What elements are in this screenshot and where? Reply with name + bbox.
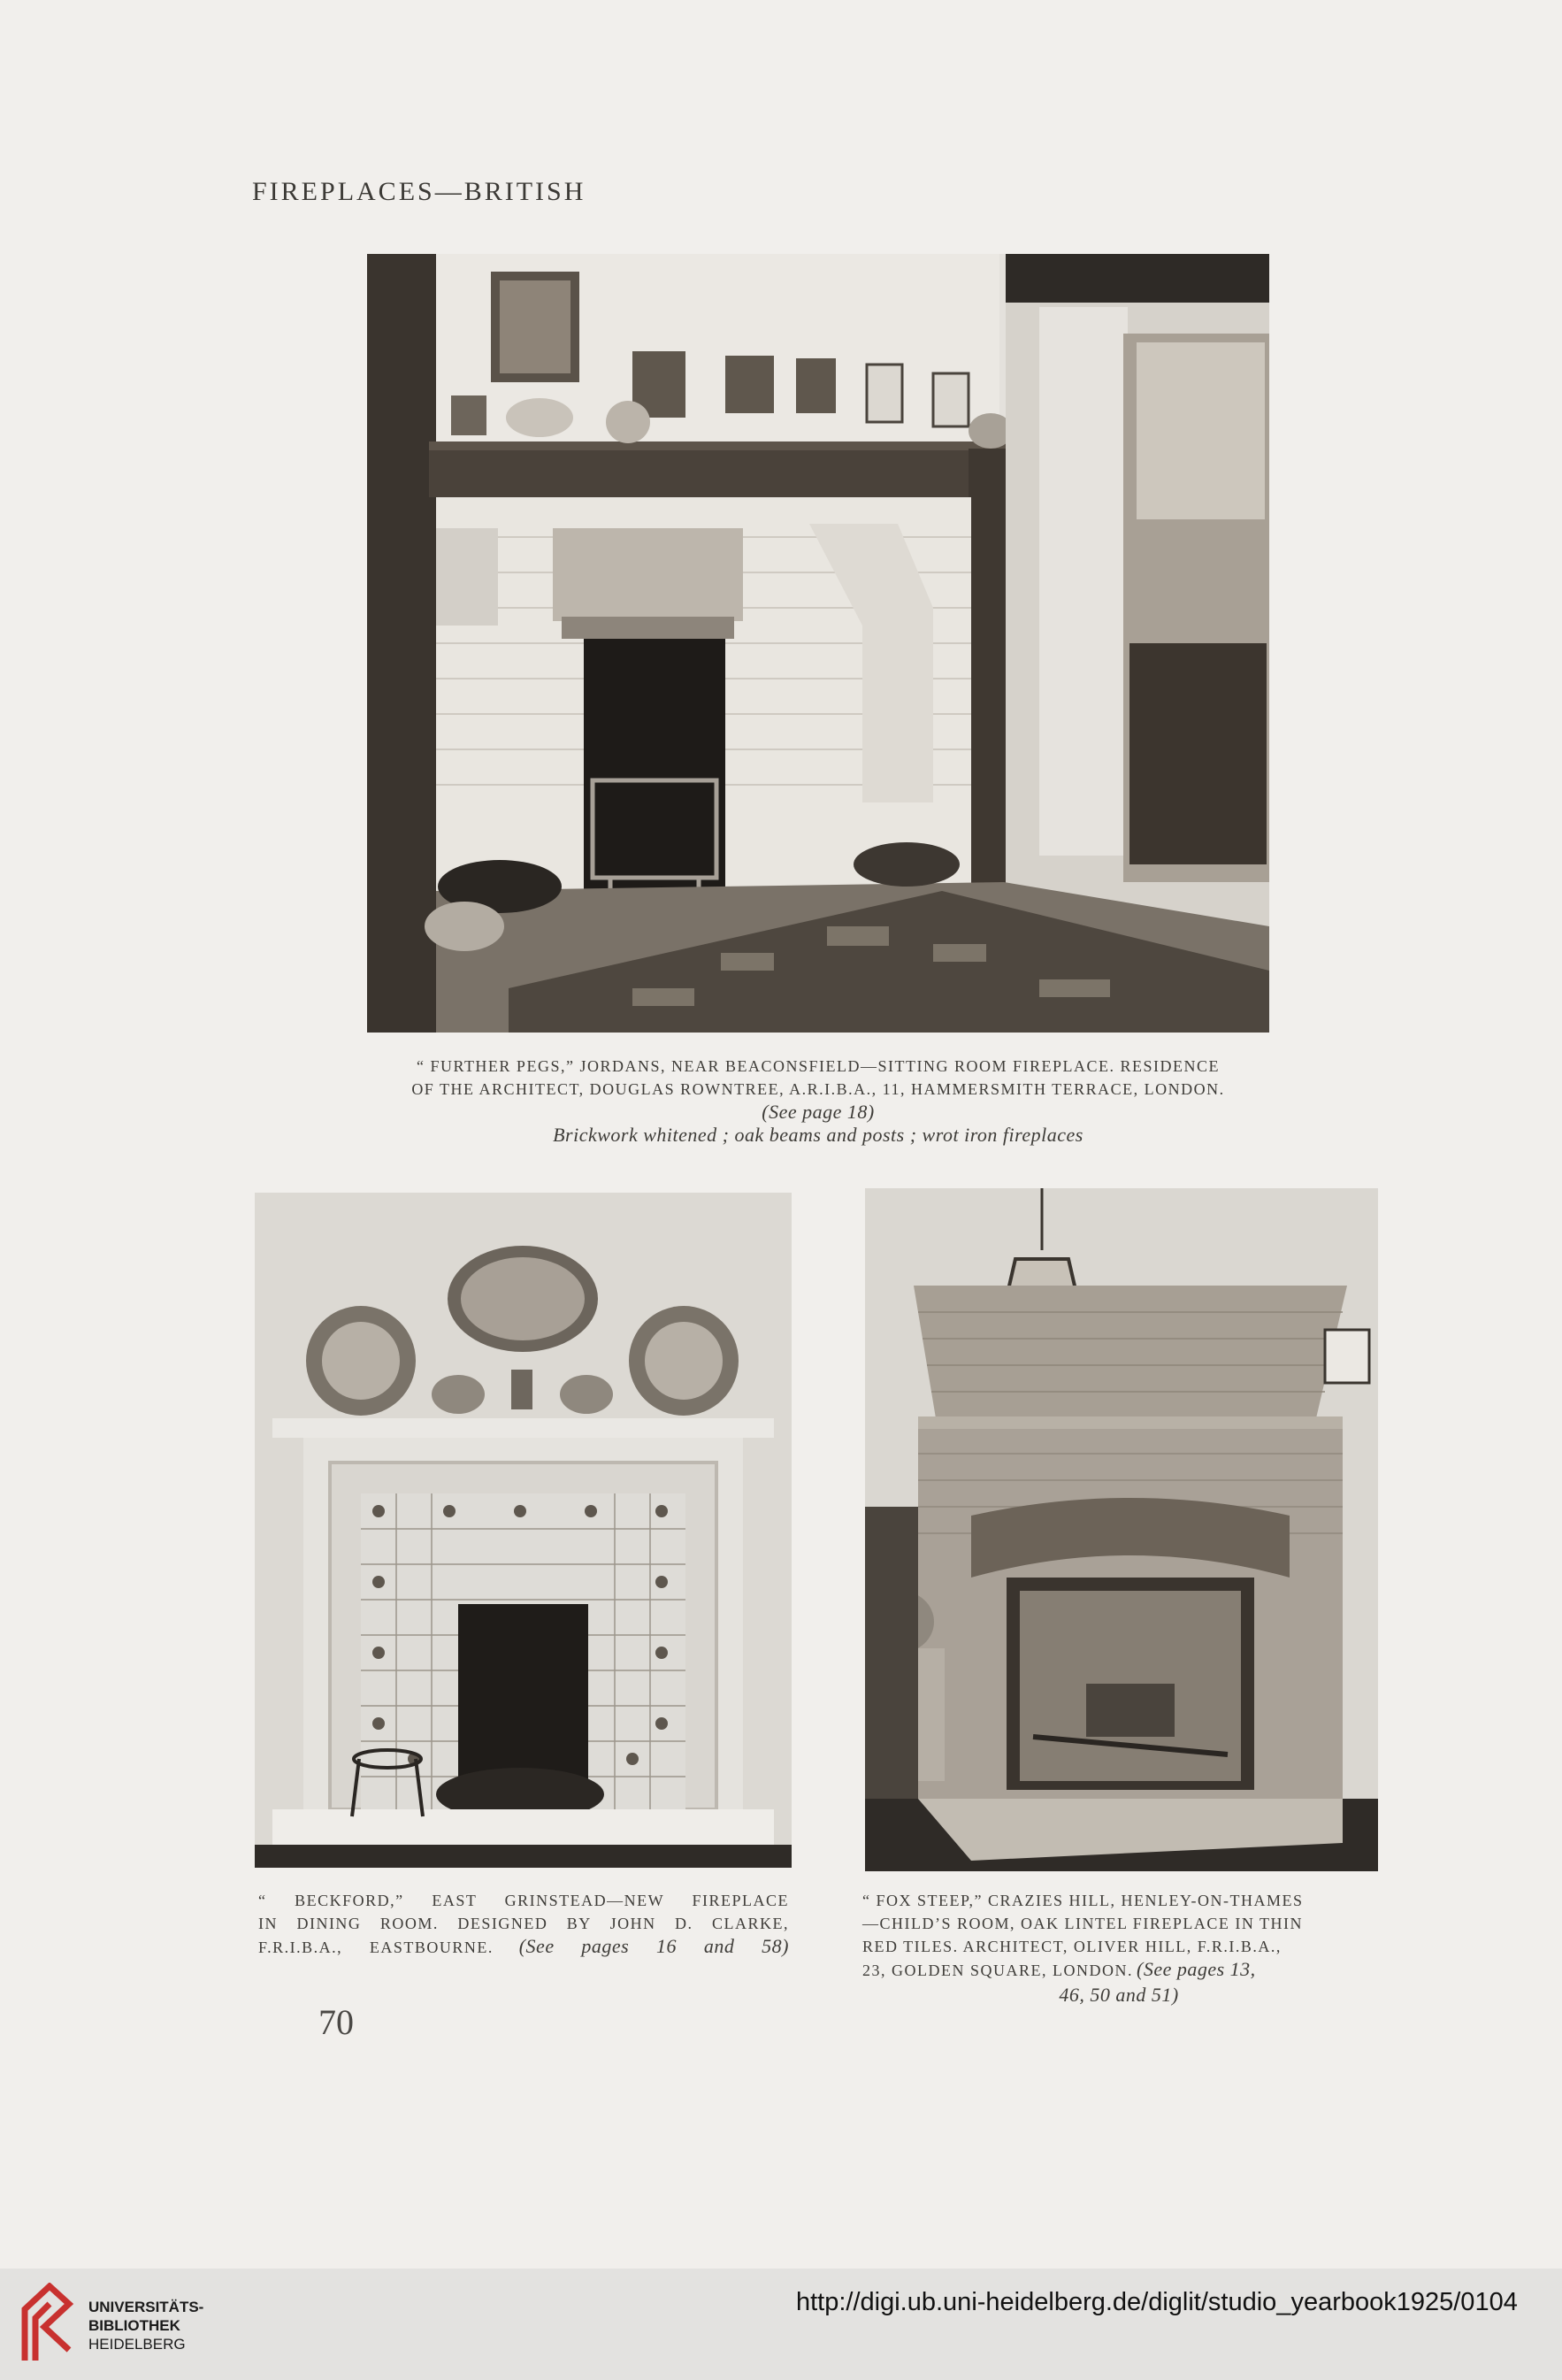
caption-top-page-ref: (See page 18): [762, 1101, 875, 1123]
page-number: 70: [318, 2002, 354, 2042]
caption-top-line-1: “ FURTHER PEGS,” JORDANS, NEAR BEACONSFIELD—SITTING ROOM FIREPLACE. RESIDENCE: [417, 1057, 1220, 1075]
caption-right-line-2: —CHILD’S ROOM, OAK LINTEL FIREPLACE IN THIN: [862, 1915, 1303, 1932]
library-name-line-3: HEIDELBERG: [88, 2336, 186, 2353]
library-name: [88, 2298, 203, 2353]
caption-left-line-2: IN DINING ROOM. DESIGNED BY JOHN D. CLARKE,: [258, 1915, 789, 1932]
source-url-link[interactable]: http://digi.ub.uni-heidelberg.de/diglit/studio_yearbook1925/0104: [796, 2288, 1518, 2316]
photo-childs-room-fireplace: [865, 1188, 1378, 1871]
caption-left-photo: [258, 1889, 789, 1961]
photo-sitting-room-fireplace: [367, 254, 1269, 1033]
library-name-line-2: BIBLIOTHEK: [88, 2317, 180, 2334]
caption-right-line-4: 23, GOLDEN SQUARE, LONDON.: [862, 1962, 1133, 1979]
caption-top-line-2: OF THE ARCHITECT, DOUGLAS ROWNTREE, A.R.I.B.A., 11, HAMMERSMITH TERRACE, LONDON.: [411, 1080, 1225, 1098]
caption-left-line-1: “ BECKFORD,” EAST GRINSTEAD—NEW FIREPLACE: [258, 1892, 789, 1909]
footer-bar: [0, 2269, 1562, 2380]
photo-dining-room-fireplace: [255, 1193, 792, 1868]
caption-left-page-ref: (See pages 16 and 58): [518, 1935, 790, 1957]
running-title: FIREPLACES—BRITISH: [252, 177, 586, 206]
caption-top-materials: Brickwork whitened ; oak beams and posts ; wrot iron fireplaces: [553, 1124, 1083, 1146]
caption-right-page-ref-cont: 46, 50 and 51): [1059, 1984, 1179, 2006]
caption-right-page-ref: (See pages 13,: [1137, 1958, 1256, 1980]
library-name-line-1: UNIVERSITÄTS-: [88, 2299, 204, 2315]
caption-right-line-1: “ FOX STEEP,” CRAZIES HILL, HENLEY-ON-THAMES: [862, 1892, 1304, 1909]
caption-left-line-3: F.R.I.B.A., EASTBOURNE.: [258, 1939, 494, 1956]
caption-right-line-3: RED TILES. ARCHITECT, OLIVER HILL, F.R.I.B.A.,: [862, 1938, 1282, 1955]
library-logo-icon: [19, 2283, 74, 2364]
caption-top-photo: [345, 1055, 1291, 1147]
caption-right-photo: [862, 1889, 1375, 2007]
